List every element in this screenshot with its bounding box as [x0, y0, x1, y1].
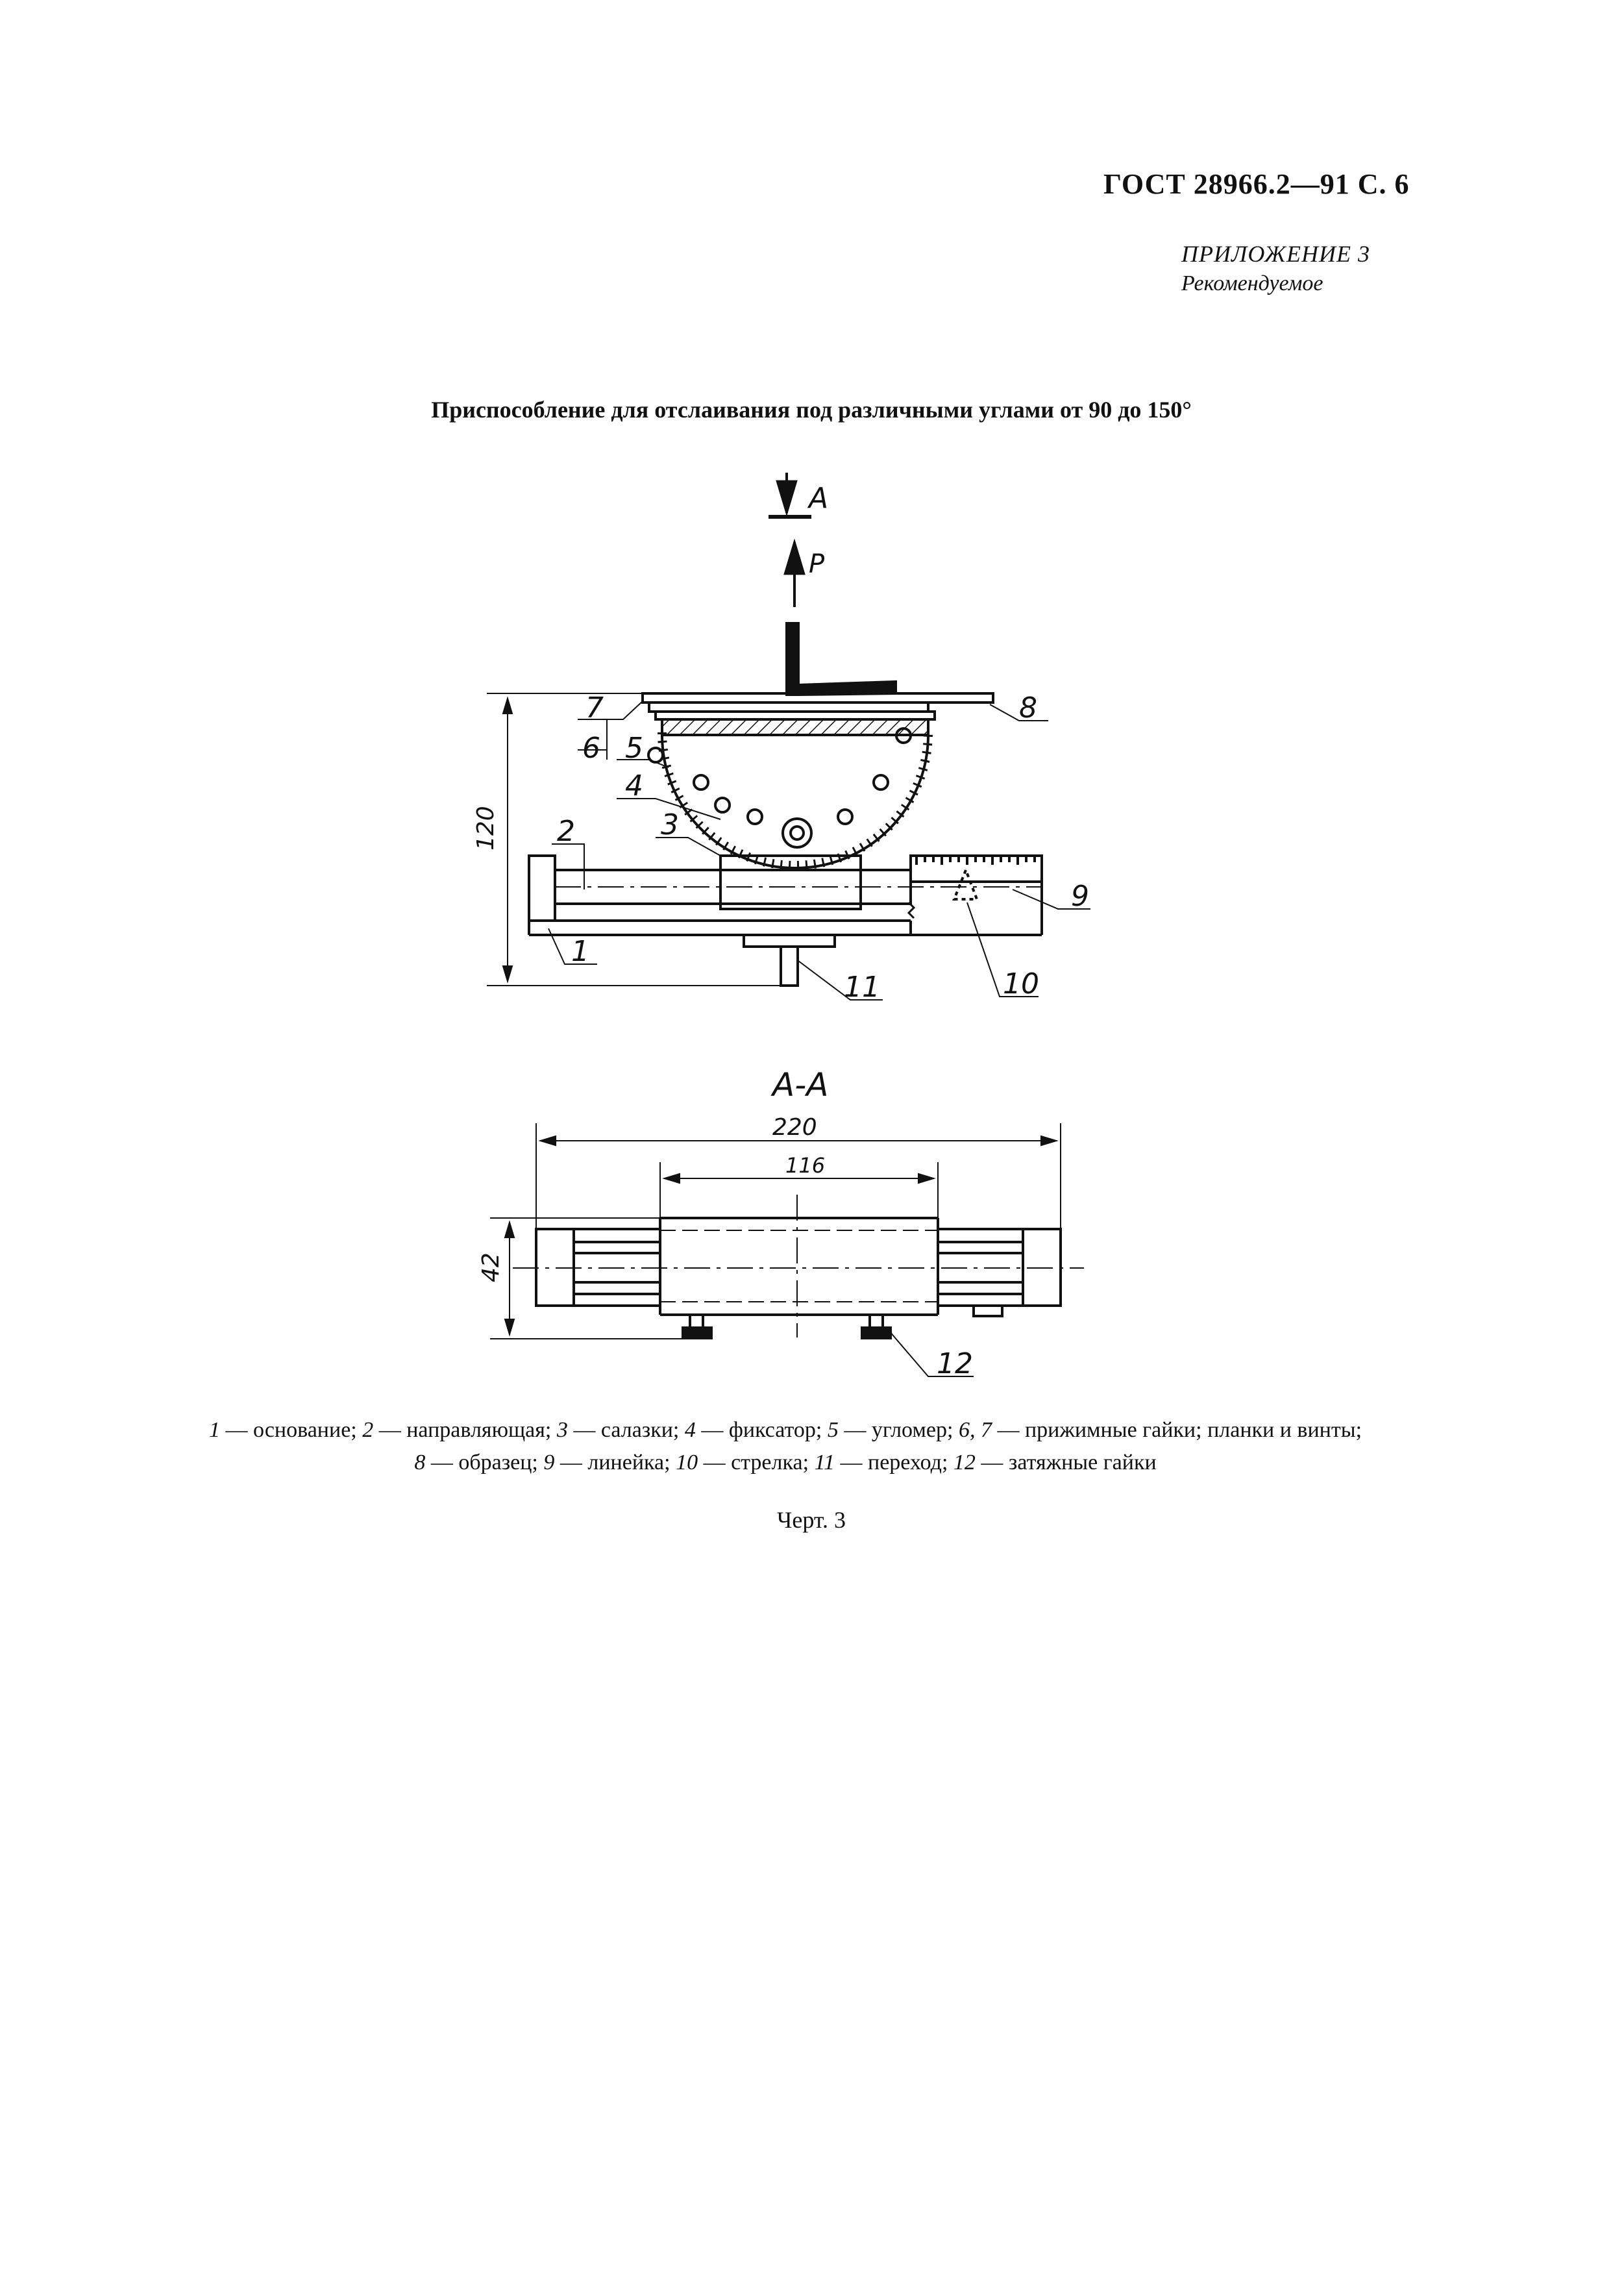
document-title: Приспособление для отслаивания под различными углами от 90 до 150° [431, 397, 1192, 423]
label-part-5: 5 [625, 732, 643, 765]
section-mark-a [769, 473, 811, 517]
label-part-1: 1 [571, 935, 589, 968]
label-part-2: 2 [557, 815, 575, 848]
dimension-depth [490, 1218, 688, 1339]
tightening-nuts [683, 1315, 891, 1338]
legend-line-1: 1 — основание; 2 — направляющая; 3 — салазки; 4 — фиксатор; 5 — угломер; 6, 7 — прижимные гайки; планки и винты; [208, 1418, 1362, 1442]
appendix-status: Рекомендуемое [1181, 271, 1323, 295]
dim-height-label: 120 [473, 806, 499, 851]
label-part-9: 9 [1071, 880, 1089, 913]
standard-code: ГОСТ 28966.2—91 С. 6 [1103, 168, 1410, 200]
section-title: A-A [772, 1066, 829, 1104]
label-section-mark: A [809, 482, 829, 515]
appendix-label: ПРИЛОЖЕНИЕ 3 [1181, 241, 1370, 267]
label-part-8: 8 [1019, 691, 1037, 725]
dim-depth-label: 42 [478, 1252, 504, 1282]
section-view [513, 1195, 1084, 1338]
legend [130, 1414, 1441, 1479]
label-part-6: 6 [582, 732, 600, 765]
label-part-3: 3 [661, 808, 679, 841]
label-part-7: 7 [585, 691, 604, 725]
legend-line-2: 8 — образец; 9 — линейка; 10 — стрелка; 11 — переход; 12 — затяжные гайки [414, 1450, 1157, 1474]
clamp-plates [643, 693, 993, 719]
figure-caption: Черт. 3 [777, 1507, 846, 1533]
protractor [648, 728, 928, 868]
specimen-tab [787, 623, 798, 695]
dim-width-inner-label: 116 [785, 1153, 826, 1178]
label-part-4: 4 [625, 769, 643, 802]
hatched-strip [662, 719, 928, 735]
label-part-11: 11 [844, 971, 880, 1004]
label-force: P [809, 549, 825, 579]
label-part-10: 10 [1003, 967, 1039, 1001]
label-part-12: 12 [937, 1347, 973, 1380]
dim-width-total-label: 220 [772, 1114, 817, 1141]
